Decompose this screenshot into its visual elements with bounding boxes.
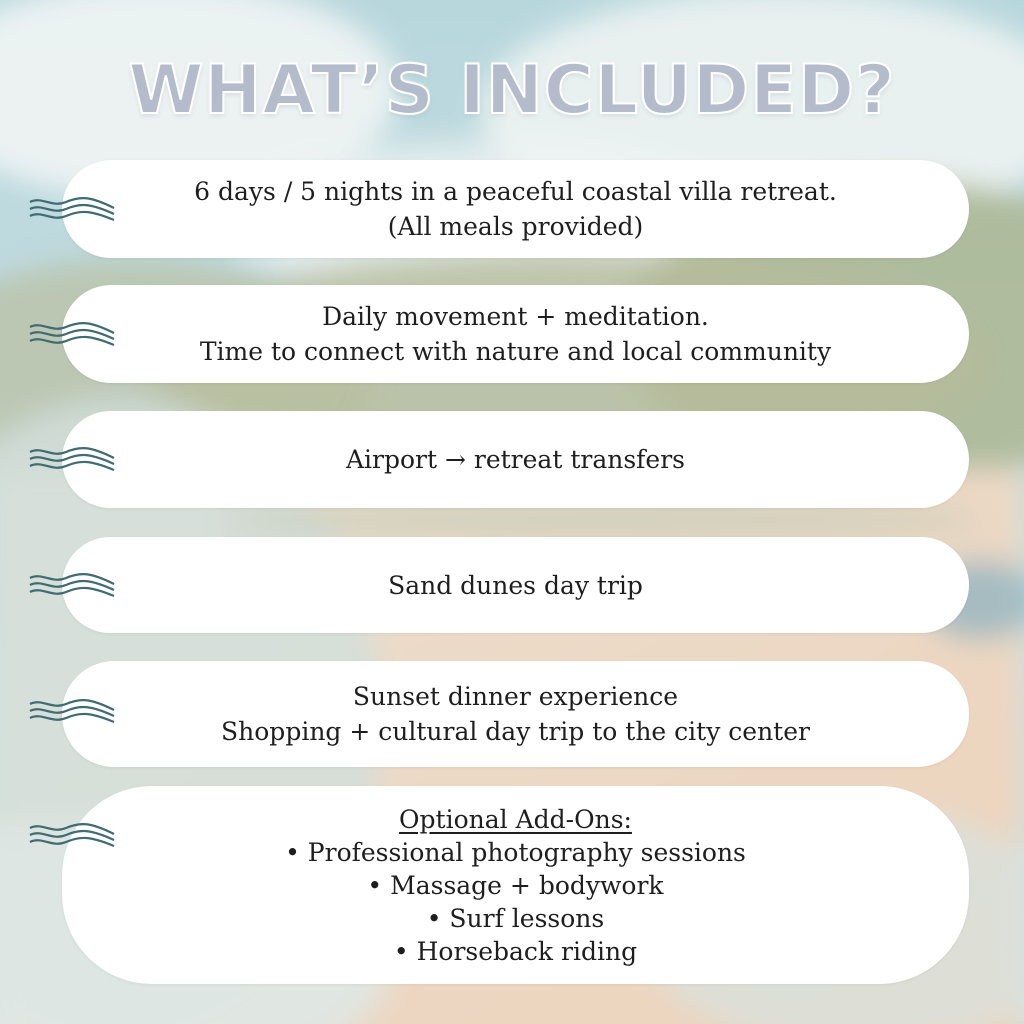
included-item-villa-stay	[62, 160, 969, 258]
item-text-line: 6 days / 5 nights in a peaceful coastal villa retreat.	[194, 177, 837, 206]
addons-heading: Optional Add-Ons:	[399, 804, 632, 834]
addon-item: • Horseback riding	[393, 936, 638, 966]
addon-item: • Surf lessons	[426, 903, 605, 933]
optional-addons-card	[62, 786, 969, 984]
wave-icon	[28, 570, 116, 600]
item-text-line: Sunset dinner experience	[352, 682, 679, 711]
included-item-sand-dunes	[62, 537, 969, 633]
page-title: WHAT’S INCLUDED?	[128, 51, 896, 130]
item-text-line: Sand dunes day trip	[388, 570, 643, 600]
item-text-line: Daily movement + meditation.	[322, 302, 709, 331]
addon-item: • Professional photography sessions	[285, 837, 746, 867]
wave-icon	[28, 696, 116, 726]
included-item-airport-transfers	[62, 411, 969, 508]
wave-icon	[28, 820, 116, 850]
item-text-line: Airport → retreat transfers	[346, 445, 685, 474]
wave-icon	[28, 444, 116, 474]
item-text-line: Time to connect with nature and local community	[199, 337, 832, 366]
included-item-sunset-dinner	[62, 661, 969, 767]
wave-icon	[28, 319, 116, 349]
included-item-movement	[62, 285, 969, 383]
wave-icon	[28, 194, 116, 224]
item-text-line: Shopping + cultural day trip to the city center	[221, 717, 810, 746]
item-text-line: (All meals provided)	[387, 212, 644, 241]
addon-item: • Massage + bodywork	[367, 870, 664, 900]
